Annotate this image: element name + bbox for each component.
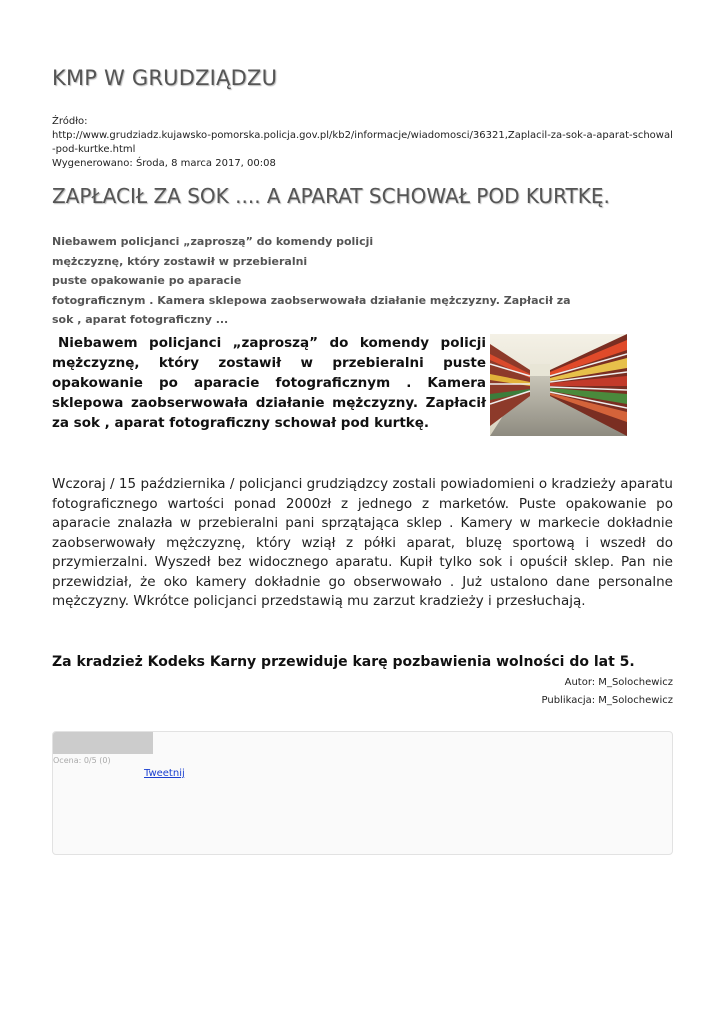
lead-line: puste opakowanie po aparacie [52,274,242,287]
rating-stars[interactable] [53,732,153,754]
publication: Publikacja: M_Solochewicz [541,695,673,706]
social-widget [52,731,673,855]
lead-line: fotograficznym . Kamera sklepowa zaobserwowała działanie mężczyzny. Zapłacił za [52,293,571,307]
lead-line: sok , aparat fotograficzny ... [52,313,229,326]
source-url: http://www.grudziadz.kujawsko-pomorska.policja.gov.pl/kb2/informacje/wiadomosci/36321,Zaplacil-za-sok-a-aparat-schowal-pod-kurtke.html [52,130,673,155]
lead-line: mężczyznę, który zostawił w przebieralni [52,254,308,268]
generated-date: Wygenerowano: Środa, 8 marca 2017, 00:08 [52,158,276,169]
tweet-link[interactable]: Tweetnij [144,768,185,779]
supermarket-aisle-photo [490,334,627,436]
source-label: Źródło: [52,116,88,127]
source-meta [52,115,674,171]
author: Autor: M_Solochewicz [564,677,673,688]
penalty-note: Za kradzież Kodeks Karny przewiduje karę pozbawienia wolności do lat 5. [52,654,635,670]
article-lead [52,232,592,330]
article-title: ZAPŁACIŁ ZA SOK .... A APARAT SCHOWAŁ POD KURTKĘ. [52,184,610,208]
article-body: Wczoraj / 15 października / policjanci grudziądzcy zostali powiadomieni o kradzieży aparatu fotograficznego wartości ponad 2000zł z jednego z marketów. Puste opakowanie po aparacie znalazła w przebieralni pani sprzątająca sklep . Kamery w markecie dokładnie zaobserwowały mężczyznę, który wziął z półki aparat, bluzę sportową i wszedł do przymierzalni. Wyszedł bez widocznego aparatu. Kupił tylko sok i opuścił sklep. Pan nie przewidział, że oko kamery dokładnie go obserwowało . Już ustalono dane personalne mężczyzny. Wkrótce policjanci przedstawią mu zarzut kradzieży i przesłuchają. [52,476,673,609]
lead-line: Niebawem policjanci „zaproszą” do komendy policji [52,235,374,248]
article-intro: Niebawem policjanci „zaproszą” do komendy policji mężczyznę, który zostawił w przebieralni puste opakowanie po aparacie fotograficznym . Kamera sklepowa zaobserwowała działanie mężczyzny. Zapłacił za sok , aparat fotograficzny schował pod kurtkę. [52,335,486,431]
rating-label: Ocena: 0/5 (0) [53,756,111,765]
site-title: KMP W GRUDZIĄDZU [52,66,278,90]
